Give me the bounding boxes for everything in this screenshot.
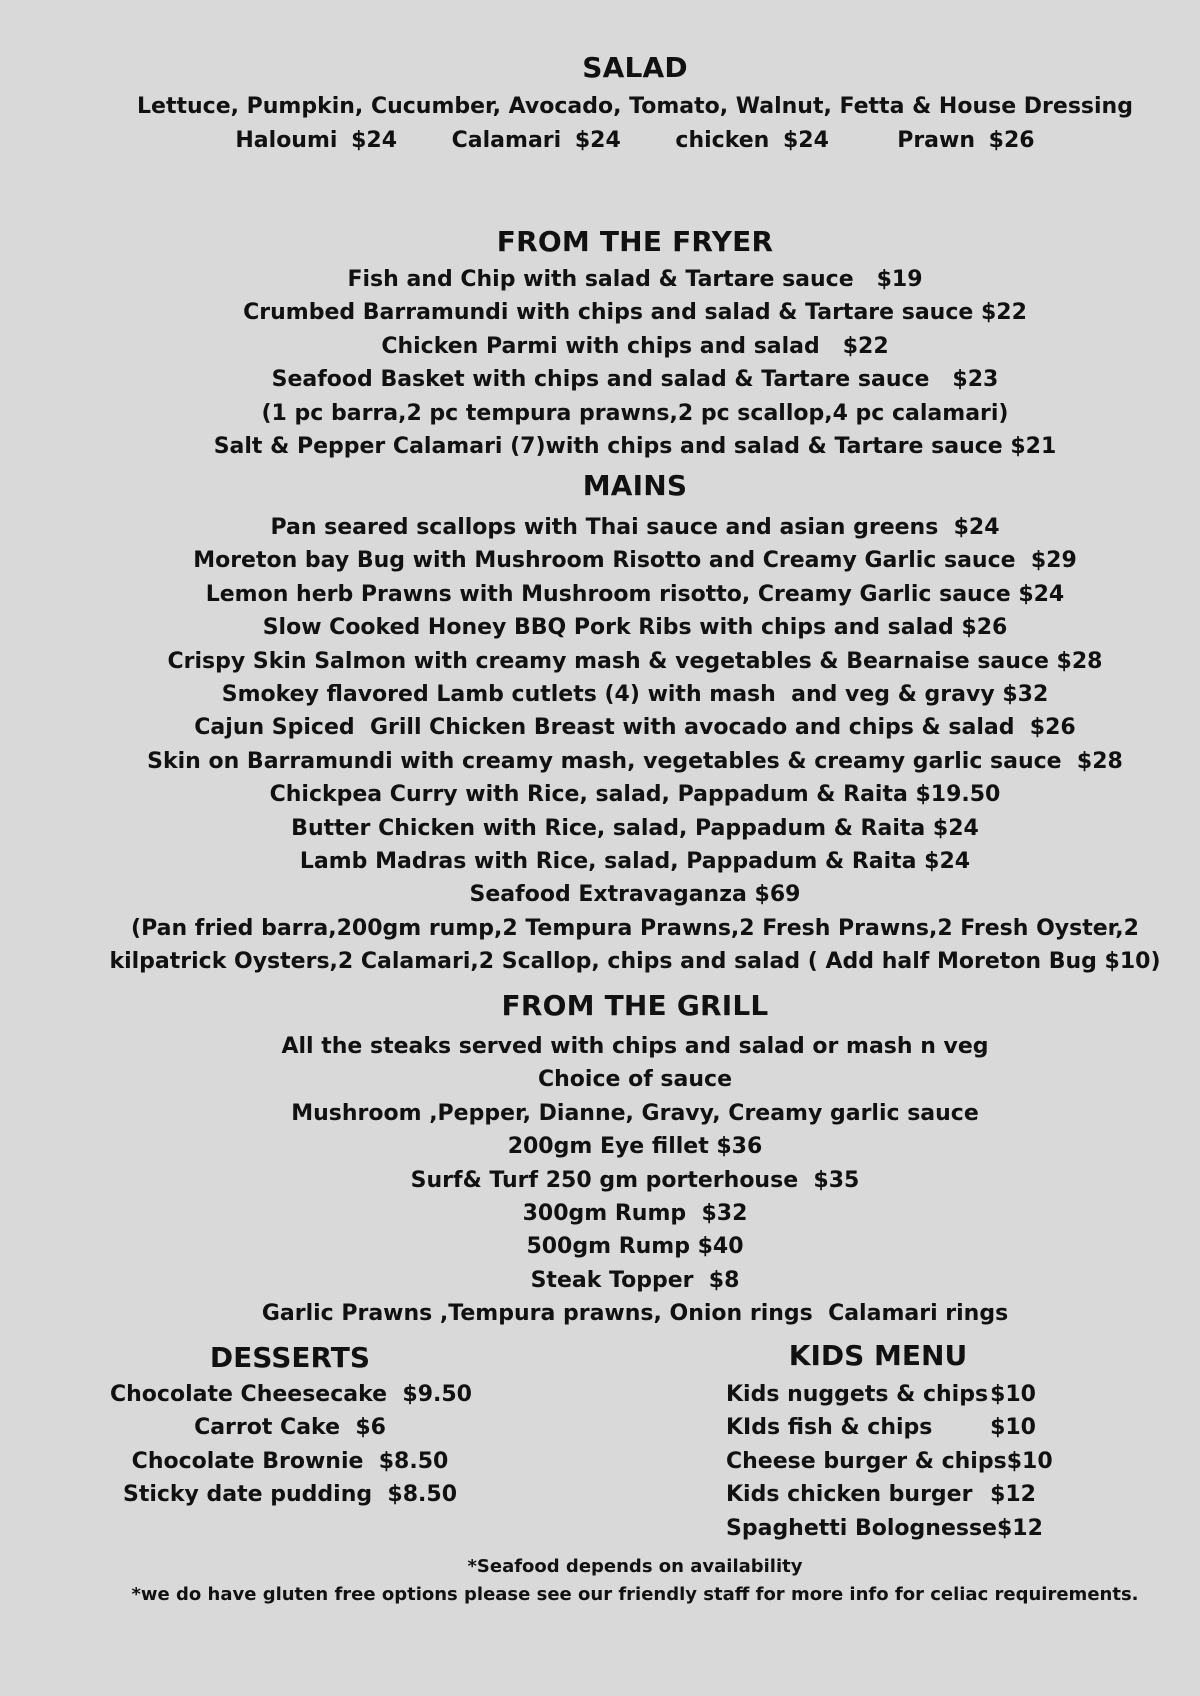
- dessert-item: Chocolate Brownie $8.50: [131, 1448, 449, 1474]
- kids-item-name: Kids nuggets & chips: [726, 1382, 989, 1407]
- menu-item: Chickpea Curry with Rice, salad, Pappadum & Raita $19.50: [269, 782, 1001, 808]
- kids-item: [726, 1445, 1053, 1478]
- fryer-heading: FROM THE FRYER: [496, 225, 774, 258]
- menu-item: Crispy Skin Salmon with creamy mash & vegetables & Bearnaise sauce $28: [167, 648, 1103, 674]
- mains-items: [0, 511, 1200, 979]
- menu-item: Cajun Spiced Grill Chicken Breast with avocado and chips & salad $26: [194, 715, 1076, 741]
- dessert-item: Carrot Cake $6: [194, 1415, 386, 1441]
- menu-item: Smokey flavored Lamb cutlets (4) with mash and veg & gravy $32: [221, 682, 1049, 708]
- menu-item: Mushroom ,Pepper, Dianne, Gravy, Creamy garlic sauce: [291, 1100, 979, 1126]
- salad-heading: SALAD: [582, 51, 688, 84]
- menu-item: Surf& Turf 250 gm porterhouse $35: [410, 1167, 860, 1193]
- menu-item: Choice of sauce: [538, 1067, 732, 1093]
- kids-item-name: KIds fish & chips: [726, 1415, 933, 1441]
- menu-item: Garlic Prawns ,Tempura prawns, Onion rings Calamari rings: [261, 1301, 1009, 1327]
- menu-item: Seafood Extravaganza $69: [469, 882, 801, 908]
- grill-heading: FROM THE GRILL: [501, 989, 769, 1022]
- menu-item: Pan seared scallops with Thai sauce and asian greens $24: [270, 515, 1000, 540]
- kids-item-price: $12: [996, 1515, 1043, 1541]
- menu-item: kilpatrick Oysters,2 Calamari,2 Scallop, chips and salad ( Add half Moreton Bug $10): [109, 949, 1161, 975]
- menu-item: Chicken Parmi with chips and salad $22: [381, 333, 889, 359]
- menu-item: 200gm Eye fillet $36: [507, 1134, 763, 1160]
- kids-item: [726, 1378, 1038, 1411]
- menu-item: Seafood Basket with chips and salad & Tartare sauce $23: [271, 367, 999, 393]
- mains-heading: MAINS: [582, 469, 688, 502]
- grill-items: [0, 1030, 1200, 1331]
- menu-item: (1 pc barra,2 pc tempura prawns,2 pc scallop,4 pc calamari): [261, 400, 1009, 426]
- menu-item: 300gm Rump $32: [522, 1201, 748, 1227]
- kids-item-price: $10: [990, 1415, 1036, 1441]
- dessert-item: Chocolate Cheesecake $9.50: [110, 1382, 472, 1407]
- salad-ingredients: Lettuce, Pumpkin, Cucumber, Avocado, Tomato, Walnut, Fetta & House Dressing: [137, 94, 1133, 119]
- kids-item: [726, 1411, 1038, 1444]
- menu-item: Crumbed Barramundi with chips and salad & Tartare sauce $22: [243, 300, 1027, 326]
- kids-items: [718, 1378, 1053, 1545]
- menu-item: Slow Cooked Honey BBQ Pork Ribs with chips and salad $26: [262, 615, 1008, 641]
- gluten-free-note: *we do have gluten free options please see our friendly staff for more info for celiac requirements.: [131, 1584, 1139, 1605]
- kids-item: [726, 1478, 1038, 1511]
- menu-item: 500gm Rump $40: [526, 1234, 744, 1260]
- menu-item: (Pan fried barra,200gm rump,2 Tempura Prawns,2 Fresh Prawns,2 Fresh Oyster,2: [131, 915, 1139, 941]
- menu-item: Skin on Barramundi with creamy mash, vegetables & creamy garlic sauce $28: [147, 748, 1123, 774]
- menu-item: Salt & Pepper Calamari (7)with chips and salad & Tartare sauce $21: [213, 434, 1057, 460]
- menu-item: Moreton bay Bug with Mushroom Risotto and Creamy Garlic sauce $29: [193, 548, 1077, 574]
- menu-item: Lemon herb Prawns with Mushroom risotto, Creamy Garlic sauce $24: [205, 581, 1065, 607]
- kids-item-name: Spaghetti Bolognesse: [726, 1515, 997, 1541]
- kids-item: [726, 1512, 1043, 1545]
- menu-item: Butter Chicken with Rice, salad, Pappadum & Raita $24: [291, 815, 979, 841]
- menu-item: Steak Topper $8: [530, 1267, 740, 1293]
- kids-item-price: $10: [1006, 1448, 1053, 1474]
- kids-section: [718, 1338, 1053, 1545]
- kids-item-price: $10: [990, 1382, 1036, 1407]
- menu-item: All the steaks served with chips and salad or mash n veg: [281, 1034, 989, 1059]
- desserts-section: [110, 1340, 470, 1512]
- salad-prices: Haloumi $24 Calamari $24 chicken $24 Prawn $26: [235, 128, 1035, 153]
- kids-item-name: Cheese burger & chips: [726, 1448, 1007, 1474]
- kids-item-name: Kids chicken burger: [726, 1482, 973, 1508]
- desserts-heading: DESSERTS: [209, 1341, 371, 1374]
- dessert-item: Sticky date pudding $8.50: [122, 1482, 458, 1508]
- seafood-note: *Seafood depends on availability: [467, 1556, 803, 1577]
- fryer-items: [0, 263, 1200, 463]
- menu-item: Fish and Chip with salad & Tartare sauce $19: [347, 267, 923, 292]
- footer-notes: [0, 1553, 1200, 1609]
- menu-item: Lamb Madras with Rice, salad, Pappadum & Raita $24: [299, 849, 971, 875]
- kids-heading: KIDS MENU: [788, 1339, 968, 1372]
- kids-item-price: $12: [990, 1482, 1036, 1508]
